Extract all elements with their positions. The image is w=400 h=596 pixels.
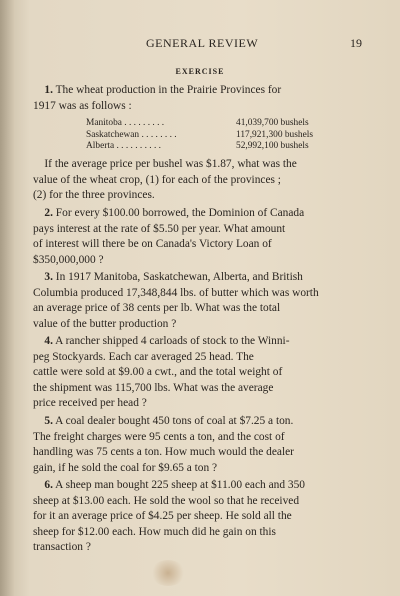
problem-number: 5. — [44, 415, 53, 427]
problem-text-line: A sheep man bought 225 sheep at $11.00 each and 350 — [55, 479, 305, 491]
problem-text-line: Columbia produced 17,348,844 lbs. of butter which was worth — [33, 286, 319, 299]
problem-text-line: If the average price per bushel was $1.87, what was the — [44, 158, 297, 170]
problem-text-line: value of the butter production ? — [33, 317, 177, 330]
problem-text-line: gain, if he sold the coal for $9.65 a ton ? — [33, 461, 218, 474]
problem-text-line: for it an average price of $4.25 per sheep. He sold all the — [33, 510, 292, 523]
problem-text-line: For every $100.00 borrowed, the Dominion of Canada — [55, 207, 305, 219]
problem-text-line: The wheat production in the Prairie Provinces for — [55, 84, 282, 96]
problem-text-line: sheep at $13.00 each. He sold the wool so that he received — [33, 494, 300, 507]
problem-text-line: an average price of 38 cents per lb. What was the total — [33, 302, 281, 315]
page-number: 19 — [350, 36, 362, 50]
problem-3 — [33, 270, 367, 332]
problem-number: 1. — [44, 84, 53, 96]
problem-text-line: of interest will there be on Canada's Victory Loan of — [33, 238, 272, 251]
problem-4 — [33, 334, 367, 412]
problem-number: 6. — [44, 479, 53, 491]
running-header: GENERAL REVIEW — [146, 36, 259, 50]
problem-number: 4. — [44, 335, 53, 347]
problem-2 — [33, 206, 367, 268]
problem-text-line: peg Stockyards. Each car averaged 25 head. The — [33, 350, 254, 363]
table-row — [86, 141, 356, 153]
problem-text-line: handling was 75 cents a ton. How much would the dealer — [33, 446, 294, 459]
production-value: 52,992,100 bushels — [236, 141, 309, 151]
problem-text-line: price received per head ? — [33, 397, 147, 410]
exercise-heading: EXERCISE — [175, 67, 225, 76]
production-value: 117,921,300 bushels — [236, 129, 313, 140]
problem-text-line: 1917 was as follows : — [33, 99, 132, 112]
production-value: 41,039,700 bushels — [236, 118, 309, 128]
province-name: Saskatchewan . . . . . . . . — [86, 129, 177, 140]
problem-text-line: cattle were sold at $9.00 a cwt., and the total weight of — [33, 366, 283, 379]
problem-text-line: The freight charges were 95 cents a ton, and the cost of — [33, 430, 285, 443]
problem-text-line: $350,000,000 ? — [33, 253, 104, 266]
book-spine — [0, 0, 14, 596]
problem-text-line: transaction ? — [33, 541, 91, 554]
problem-1 — [33, 83, 367, 114]
problem-text-line: value of the wheat crop, (1) for each of the provinces ; — [33, 173, 281, 186]
problem-text-line: sheep for $12.00 each. How much did he gain on this — [33, 525, 276, 538]
problem-text-line: A rancher shipped 4 carloads of stock to the Winni- — [55, 335, 290, 347]
problem-text-line: pays interest at the rate of $5.50 per year. What amount — [33, 222, 286, 235]
problem-text-line: In 1917 Manitoba, Saskatchewan, Alberta, and British — [55, 271, 303, 283]
province-name: Alberta . . . . . . . . . . — [86, 141, 161, 151]
problem-6 — [33, 478, 367, 556]
paper-stain — [150, 560, 186, 586]
problem-text-line: (2) for the three provinces. — [33, 189, 155, 202]
problem-5 — [33, 414, 367, 476]
problem-number: 3. — [44, 271, 53, 283]
province-name: Manitoba . . . . . . . . . — [86, 118, 165, 128]
problem-1-question — [33, 157, 367, 204]
problem-text-line: the shipment was 115,700 lbs. What was the average — [33, 381, 274, 394]
problem-number: 2. — [44, 207, 53, 219]
wheat-production-table — [86, 118, 356, 153]
problem-text-line: A coal dealer bought 450 tons of coal at $7.25 a ton. — [55, 415, 294, 427]
table-row — [86, 130, 356, 142]
table-row — [86, 118, 356, 130]
